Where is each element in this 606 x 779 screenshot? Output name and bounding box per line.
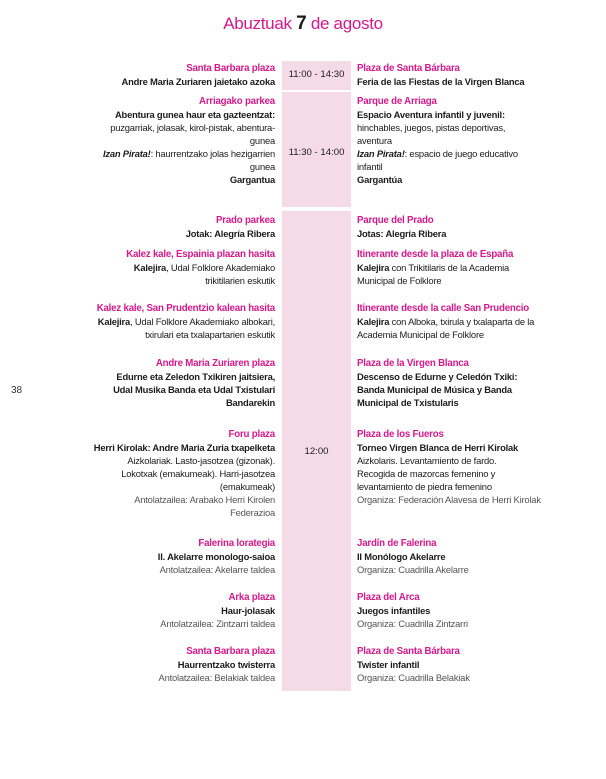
event-desc: Recogida de mazorcas femenino y bbox=[357, 468, 496, 479]
event-desc: Gargantua bbox=[229, 174, 275, 185]
event-location: Itinerante desde la plaza de España bbox=[357, 249, 514, 260]
event-right-san-prudencio bbox=[357, 302, 597, 341]
event-desc: con Trikitilaris de la Academia bbox=[389, 262, 509, 273]
event-desc: gunea bbox=[249, 135, 275, 146]
event-left-espainia bbox=[35, 248, 275, 287]
event-location: Parque del Prado bbox=[357, 215, 434, 226]
event-location: Itinerante desde la calle San Prudencio bbox=[357, 303, 530, 314]
event-desc-bold: Kalejira bbox=[97, 316, 131, 327]
time-slot-1: 11:00 - 14:30 bbox=[288, 69, 345, 80]
event-organizer: Organiza: Federación Alavesa de Herri Kirolak bbox=[357, 494, 541, 505]
event-left-santa-barbara bbox=[35, 62, 275, 88]
event-desc: con Alboka, txirula y txalaparta de la bbox=[389, 316, 535, 327]
event-desc: levantamiento de piedra femenino bbox=[357, 481, 492, 492]
event-desc: Edurne eta Zeledon Txikiren jaitsiera, bbox=[116, 371, 275, 382]
event-right-santa-barbara-twister bbox=[357, 645, 597, 684]
event-desc: Descenso de Edurne y Celedón Txiki: bbox=[357, 371, 518, 382]
event-right-arca bbox=[357, 591, 597, 630]
event-location: Prado parkea bbox=[216, 215, 275, 226]
event-location: Kalez kale, Espainia plazan hasita bbox=[126, 249, 275, 260]
event-organizer: Organiza: Cuadrilla Akelarre bbox=[357, 564, 469, 575]
event-desc: aventura bbox=[357, 135, 392, 146]
event-desc: Municipal de Folklore bbox=[357, 275, 442, 286]
event-organizer: Antolatzailea: Akelarre taldea bbox=[159, 564, 275, 575]
event-desc: Espacio Aventura infantil y juvenil: bbox=[357, 109, 505, 120]
event-desc: puzgarriak, jolasak, kirol-pistak, abentura- bbox=[110, 122, 275, 133]
event-location: Plaza de la Virgen Blanca bbox=[357, 358, 469, 369]
event-location: Plaza de los Fueros bbox=[357, 429, 444, 440]
event-desc: Academia Municipal de Folklore bbox=[357, 329, 484, 340]
event-desc: , Udal Folklore Akademiako bbox=[166, 262, 275, 273]
event-location: Santa Barbara plaza bbox=[186, 646, 275, 657]
event-right-santa-barbara bbox=[357, 62, 597, 88]
event-right-fueros bbox=[357, 428, 597, 506]
event-left-andre-maria bbox=[35, 357, 275, 409]
event-desc: , Udal Folklore Akademiako albokari, bbox=[130, 316, 275, 327]
event-desc-bold: Kalejira bbox=[357, 316, 390, 327]
event-desc: Haurrentzako twisterra bbox=[177, 659, 275, 670]
event-desc: Jotas: Alegría Ribera bbox=[357, 228, 447, 239]
event-desc: Jotak: Alegría Ribera bbox=[185, 228, 275, 239]
header-prefix: Abuztuak bbox=[223, 14, 292, 33]
event-desc: : espacio de juego educativo bbox=[404, 148, 518, 159]
event-desc: trikitilarien eskutik bbox=[205, 275, 275, 286]
page-header bbox=[0, 13, 606, 35]
event-desc: hinchables, juegos, pistas deportivas, bbox=[357, 122, 506, 133]
event-location: Jardín de Falerina bbox=[357, 538, 437, 549]
event-desc: Bandarekin bbox=[225, 397, 275, 408]
event-desc: Aizkolariak. Lasto-jasotzea (gizonak). bbox=[127, 455, 275, 466]
event-right-arriaga bbox=[357, 95, 597, 186]
event-location: Parque de Arriaga bbox=[357, 96, 437, 107]
event-desc: Aizkolaris. Levantamiento de fardo. bbox=[357, 455, 497, 466]
event-desc: Herri Kirolak: Andre Maria Zuria txapelketa bbox=[93, 442, 275, 453]
event-desc: txirulari eta txalapartarien eskutik bbox=[145, 329, 275, 340]
header-suffix: de agosto bbox=[310, 14, 383, 33]
event-desc: II Monólogo Akelarre bbox=[357, 551, 446, 562]
event-desc: : haurrentzako jolas hezigarrien bbox=[150, 148, 275, 159]
event-left-arriaga bbox=[35, 95, 275, 186]
event-left-san-prudentzio bbox=[35, 302, 275, 341]
event-location: Plaza del Arca bbox=[357, 592, 420, 603]
event-desc-italic: Izan Pirata! bbox=[102, 148, 151, 159]
event-desc: infantil bbox=[357, 161, 383, 172]
event-desc: Juegos infantiles bbox=[357, 605, 431, 616]
header-day: 7 bbox=[296, 13, 307, 34]
event-desc: gunea bbox=[249, 161, 275, 172]
event-desc: Lokotxak (emakumeak). Harri-jasotzea bbox=[121, 468, 275, 479]
event-desc: Banda Municipal de Música y Banda bbox=[357, 384, 512, 395]
event-desc: Andre Maria Zuriaren jaietako azoka bbox=[121, 76, 275, 87]
event-location: Plaza de Santa Bárbara bbox=[357, 63, 460, 74]
event-organizer: Organiza: Cuadrilla Belakiak bbox=[357, 672, 470, 683]
event-desc: Torneo Virgen Blanca de Herri Kirolak bbox=[357, 442, 519, 453]
event-desc: Municipal de Txistularis bbox=[357, 397, 459, 408]
event-desc: Twister infantil bbox=[357, 659, 420, 670]
event-organizer: Organiza: Cuadrilla Zintzarri bbox=[357, 618, 468, 629]
event-organizer: Federazioa bbox=[230, 507, 275, 518]
event-left-falerina bbox=[35, 537, 275, 576]
event-location: Plaza de Santa Bárbara bbox=[357, 646, 460, 657]
event-left-santa-barbara-twister bbox=[35, 645, 275, 684]
event-organizer: Antolatzailea: Arabako Herri Kirolen bbox=[134, 494, 275, 505]
event-desc-bold: Kalejira bbox=[133, 262, 167, 273]
event-desc: Gargantúa bbox=[357, 174, 403, 185]
event-right-falerina bbox=[357, 537, 597, 576]
event-location: Andre Maria Zuriaren plaza bbox=[155, 358, 275, 369]
event-desc-bold: Kalejira bbox=[357, 262, 390, 273]
event-desc: Udal Musika Banda eta Udal Txistulari bbox=[113, 384, 275, 395]
event-desc-italic: Izan Pirata! bbox=[357, 148, 405, 159]
event-desc: Haur-jolasak bbox=[221, 605, 275, 616]
event-desc: (emakumeak) bbox=[219, 481, 275, 492]
event-location: Kalez kale, San Prudentzio kalean hasita bbox=[96, 303, 275, 314]
event-left-prado bbox=[35, 214, 275, 240]
time-slot-2: 11:30 - 14:00 bbox=[288, 147, 345, 158]
event-location: Arriagako parkea bbox=[199, 96, 275, 107]
event-location: Foru plaza bbox=[228, 429, 275, 440]
event-location: Arka plaza bbox=[228, 592, 275, 603]
event-right-virgen-blanca bbox=[357, 357, 597, 409]
event-location: Santa Barbara plaza bbox=[186, 63, 275, 74]
event-left-foru bbox=[35, 428, 275, 519]
event-right-espana bbox=[357, 248, 597, 287]
event-desc: II. Akelarre monologo-saioa bbox=[157, 551, 275, 562]
event-right-prado bbox=[357, 214, 597, 240]
event-location: Falerina lorategia bbox=[198, 538, 275, 549]
event-organizer: Antolatzailea: Belakiak taldea bbox=[158, 672, 275, 683]
event-organizer: Antolatzailea: Zintzarri taldea bbox=[160, 618, 275, 629]
event-desc: Abentura gunea haur eta gazteentzat: bbox=[114, 109, 275, 120]
event-left-arka bbox=[35, 591, 275, 630]
event-desc: Feria de las Fiestas de la Virgen Blanca bbox=[357, 76, 525, 87]
page-number: 38 bbox=[11, 385, 23, 396]
time-slot-3: 12:00 bbox=[304, 446, 329, 457]
